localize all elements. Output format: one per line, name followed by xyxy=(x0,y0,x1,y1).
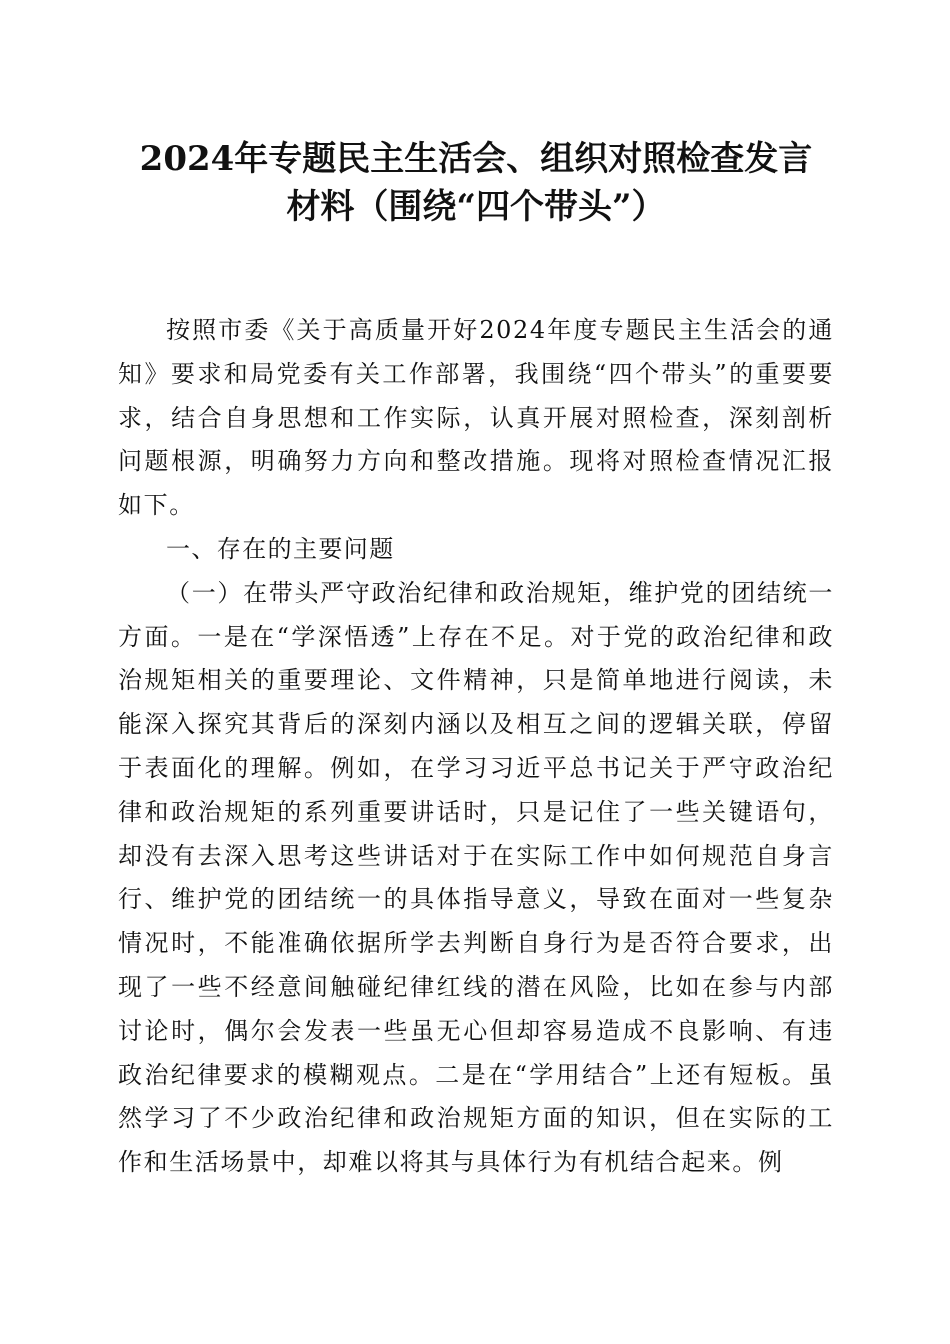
document-page xyxy=(118,135,834,1185)
title-line-2: 材料（围绕“四个带头”） xyxy=(286,187,666,227)
title-line-1: 2024年专题民主生活会、组织对照检查发言 xyxy=(139,139,813,179)
intro-paragraph: 按照市委《关于高质量开好2024年度专题民主生活会的通知》要求和局党委有关工作部署，我围绕“四个带头”的重要要求，结合自身思想和工作实际，认真开展对照检查，深刻剖析问题根源，明确努力方向和整改措施。现将对照检查情况汇报如下。 xyxy=(118,316,834,520)
document-title xyxy=(118,135,834,231)
section-heading: 一、存在的主要问题 xyxy=(166,534,395,563)
document-body xyxy=(118,309,834,1185)
subsection-heading: （一）在带头严守政治纪律和政治规矩，维护党的团结统一方面。 xyxy=(118,578,834,651)
subsection-paragraph xyxy=(118,572,834,1185)
subsection-body: 一是在“学深悟透”上存在不足。对于党的政治纪律和政治规矩相关的重要理论、文件精神，只是简单地进行阅读，未能深入探究其背后的深刻内涵以及相互之间的逻辑关联，停留于表面化的理解。例如，在学习习近平总书记关于严守政治纪律和政治规矩的系列重要讲话时，只是记住了一些关键语句，却没有去深入思考这些讲话对于在实际工作中如何规范自身言行、维护党的团结统一的具体指导意义，导致在面对一些复杂情况时，不能准确依据所学去判断自身行为是否符合要求，出现了一些不经意间触碰纪律红线的潜在风险，比如在参与内部讨论时，偶尔会发表一些虽无心但却容易造成不良影响、有违政治纪律要求的模糊观点。二是在“学用结合”上还有短板。虽然学习了不少政治纪律和政治规矩方面的知识，但在实际的工作和生活场景中，却难以将其与具体行为有机结合起来。例 xyxy=(118,622,834,1177)
